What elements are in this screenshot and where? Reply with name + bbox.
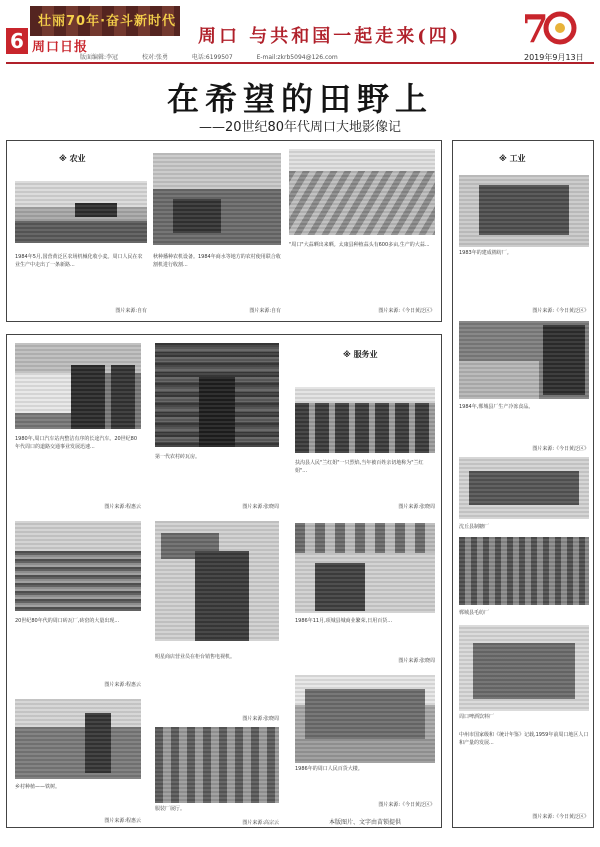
section-title: 周口 与共和国一起走来(四) [198, 26, 462, 47]
caption-shop: 明星商店营业员在柜台销售电视机。 [155, 654, 236, 660]
industry-box [452, 140, 594, 828]
credit-farm: 图片来源:程惠云 [104, 818, 141, 824]
caption-top-left: 1984年5月,国营黄泛区农场机械化收小麦。周口人民在农业生产中走出了一条新路... [15, 254, 143, 268]
caption-street: 1986年11月,项城县城商业繁荣,日用百货... [295, 618, 393, 624]
credit-bricks: 图片来源:程惠云 [104, 682, 141, 688]
caption-bricks: 20世纪80年代的周口砖瓦厂,砖窑的大量出现... [15, 618, 120, 624]
caption-clothes: 服装厂展厅。 [155, 806, 186, 812]
caption-right-2: 1984年,郸城县厂生产冷冻食品。 [459, 404, 534, 410]
issue-date: 2019年9月13日 [524, 53, 584, 62]
subhead: ——20世纪80年代周口大地影像记 [198, 120, 402, 135]
caption-farm: 乡村种植——铁树。 [15, 784, 61, 790]
editor-line: 版面编辑:李冠 [80, 54, 119, 61]
masthead-rule [6, 62, 594, 64]
credit-shop: 图片来源:张晓周 [242, 716, 279, 722]
credit-right-1: 图片来源:《今日黄泛区》 [532, 308, 589, 314]
service-label: ※ 服务业 [343, 350, 378, 359]
credit-street: 图片来源:张晓周 [398, 658, 435, 664]
credit-right-bottom: 图片来源:《今日黄泛区》 [532, 814, 589, 820]
masthead [0, 0, 600, 60]
credit-group: 图片来源:张晓周 [398, 504, 435, 510]
page-number: 6 [6, 28, 28, 54]
credit-top-left: 图片来源:自有 [115, 308, 147, 314]
wool-factory-photo [459, 537, 589, 605]
agriculture-label: ※ 农业 [59, 154, 86, 163]
caption-right-5: 周口啤酒饮料厂 [459, 714, 495, 720]
brewery-photo [459, 625, 589, 711]
caption-bus: 1980年,周口汽车站内整洁有序的长途汽车。20世纪80年代周口的道路交通事业发展迅速... [15, 436, 138, 450]
caption-house: 第一代农村砖瓦房。 [155, 454, 201, 460]
caption-right-bottom: 中州市国家级和《统计年鉴》记载,1959年前周口地区人口和产量的发展... [459, 732, 589, 746]
banner-text: 壮丽70年·奋斗新时代 [38, 14, 177, 29]
caption-top-mid: 秋种播种农机设备。1984年商水等地方的农村使用联合收割机进行收割... [153, 254, 281, 268]
footnote: 本版图片、文字由苗锁提供 [328, 819, 401, 826]
credit-bus: 图片来源:程惠云 [104, 504, 141, 510]
caption-right-1: 1983年的建成棉纺厂。 [459, 250, 512, 256]
clothing-display-photo [155, 727, 279, 803]
paper-logo: 周口日报 [32, 40, 89, 55]
cotton-mill-photo [459, 175, 589, 247]
svg-text:7: 7 [522, 6, 549, 50]
credit-building: 图片来源:《今日黄泛区》 [378, 802, 435, 808]
brick-house-photo [155, 343, 279, 447]
farm-machinery-photo [153, 153, 281, 245]
tv-shop-photo [155, 521, 279, 641]
caption-top-right: "周口"大蒜晒出来晒。太康县种植蒜头有600多亩,生产的大蒜... [289, 242, 430, 248]
credit-house: 图片来源:张晓周 [242, 504, 279, 510]
rural-farmers-photo [15, 699, 141, 779]
proof-line: 校对:张勇 [141, 54, 168, 61]
garlic-field-photo [289, 149, 435, 235]
anniversary-70-emblem-icon [520, 6, 580, 50]
phone-line: 电话:6199507 [191, 54, 233, 61]
caption-right-3: 沈丘县制糖厂 [459, 524, 490, 530]
credit-top-mid: 图片来源:自有 [249, 308, 281, 314]
credit-top-right: 图片来源:《今日黄泛区》 [378, 308, 435, 314]
caption-group: 扶沟县人民"兰红姐"一只烈焰,当年被百姓亲切地称为"兰红姐"... [295, 460, 424, 474]
meta-line [80, 52, 600, 61]
sugar-factory-photo [459, 457, 589, 519]
brick-yard-photo [15, 521, 141, 611]
caption-building: 1986年的周口人民百货大楼。 [295, 766, 363, 772]
email-line: E-mail:zkrb5094@126.com [256, 54, 338, 61]
service-box [6, 334, 442, 828]
department-store-photo [295, 675, 435, 763]
credit-right-2: 图片来源:《今日黄泛区》 [532, 446, 589, 452]
credit-clothes: 图片来源:高宗云 [242, 820, 279, 826]
group-photo [295, 387, 435, 453]
street-market-photo [295, 523, 435, 613]
harvest-photo [15, 181, 147, 243]
caption-right-4: 郸城县毛纺厂 [459, 610, 490, 616]
agriculture-box [6, 140, 442, 322]
food-factory-photo [459, 321, 589, 399]
industry-label: ※ 工业 [499, 154, 526, 163]
bus-station-photo [15, 343, 141, 429]
headline: 在希望的田野上 [166, 80, 433, 118]
